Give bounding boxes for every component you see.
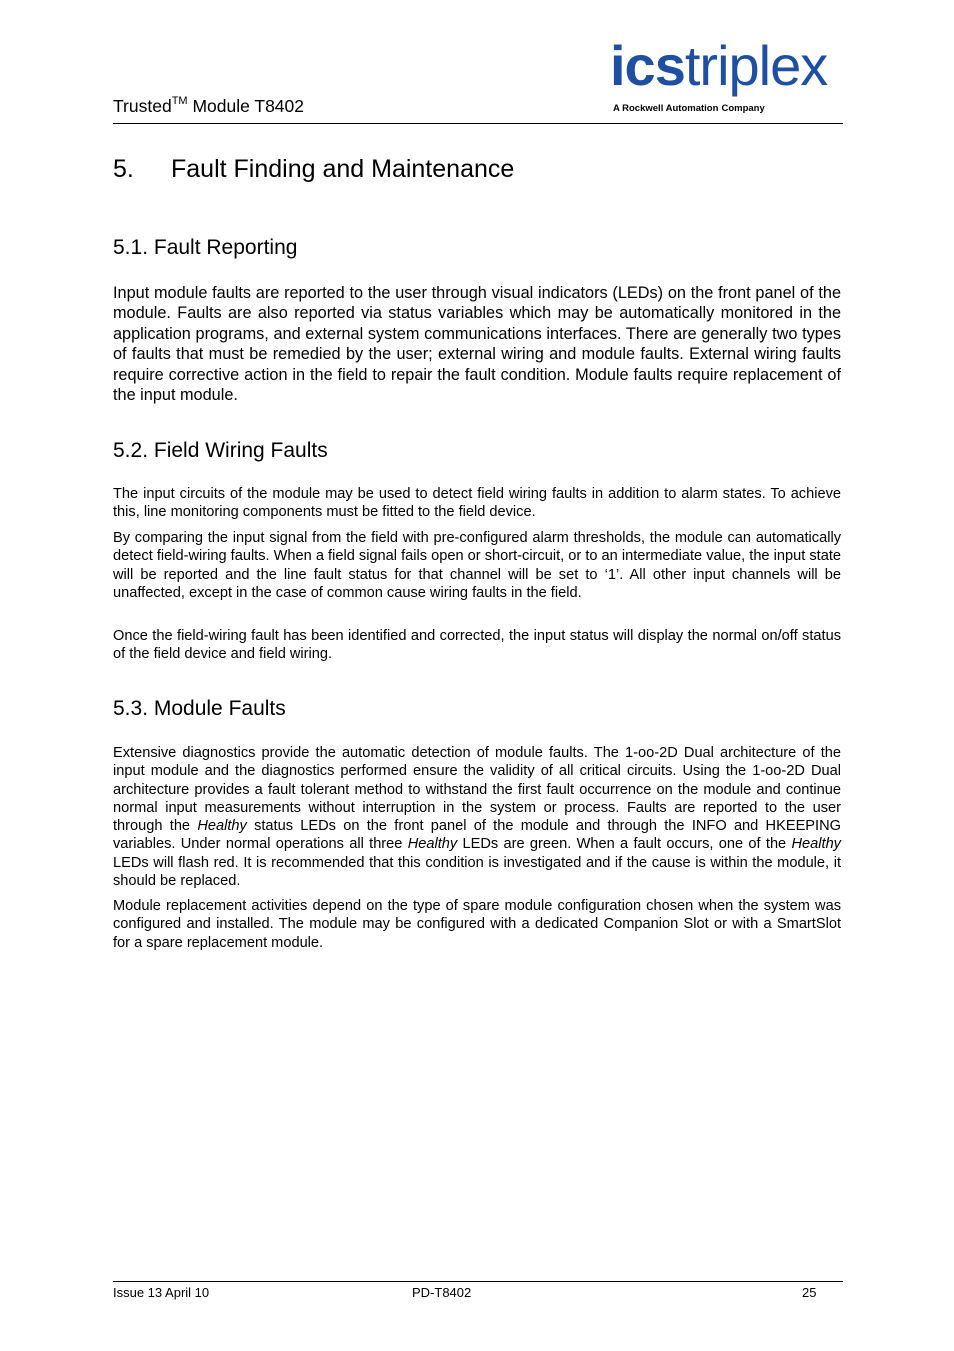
footer-page-number: 25 (802, 1285, 817, 1300)
paragraph-module-faults-1: Extensive diagnostics provide the automatic detection of module faults. The 1-oo-2D Dual architecture of the input module and the diagnostics performed ensure the validity of all critical circuits. Using the 1-oo-2D Dual architecture provides a fault tolerant method to withstand the first fault occurrence on the module and continue normal input measurements without interruption in the system or process. Faults are reported to the user through the Healthy status LEDs on the front panel of the module and through the INFO and HKEEPING variables. Under normal operations all three Healthy LEDs are green. When a fault occurs, one of the Healthy LEDs will flash red. It is recommended that this condition is investigated and if the cause is within the module, it should be replaced. (113, 745, 841, 890)
footer-doc-id: PD-T8402 (412, 1285, 472, 1300)
section-heading: 5. Fault Finding and Maintenance (113, 155, 515, 183)
header-title: Trusted™ Module T8402 (113, 95, 305, 116)
footer-issue: Issue 13 April 10 (113, 1285, 210, 1300)
paragraph-module-faults-2: Module replacement activities depend on the type of spare module configuration chosen when the system was configured and installed. The module may be configured with a dedicated Companion Slot or with a SmartSlot for a spare replacement module. (113, 898, 841, 951)
paragraph-field-wiring-2: By comparing the input signal from the field with pre-configured alarm thresholds, the module can automatically detect field-wiring faults. When a field signal fails open or short-circuit, or to an intermediate value, the input state will be reported and the line fault status for that channel will be set to ‘1’. All other input channels will be unaffected, except in the case of common cause wiring faults in the field. (113, 530, 841, 601)
ics-triplex-logo (610, 34, 846, 120)
logo-triplex: triplex (684, 34, 828, 97)
footer-rule (113, 1281, 843, 1282)
paragraph-field-wiring-1: The input circuits of the module may be used to detect field wiring faults in addition to alarm states. To achieve this, line monitoring components must be fitted to the field device. (113, 486, 841, 521)
paragraph-fault-reporting: Input module faults are reported to the user through visual indicators (LEDs) on the front panel of the module. Faults are also reported via status variables which may be automatically monitored in the application programs, and external system communications interfaces. There are generally two types of faults that must be remedied by the user; external wiring and module faults. External wiring faults require corrective action in the field to repair the fault condition. Module faults require replacement of the input module. (113, 284, 841, 405)
heading-fault-reporting: 5.1. Fault Reporting (113, 236, 298, 259)
header-rule (113, 123, 843, 124)
heading-field-wiring-faults: 5.2. Field Wiring Faults (113, 439, 328, 462)
logo-ics: ics (610, 34, 685, 97)
logo-tagline: A Rockwell Automation Company (613, 103, 765, 114)
paragraph-field-wiring-3: Once the field-wiring fault has been identified and corrected, the input status will display the normal on/off status of the field device and field wiring. (113, 628, 841, 663)
heading-module-faults: 5.3. Module Faults (113, 697, 286, 720)
